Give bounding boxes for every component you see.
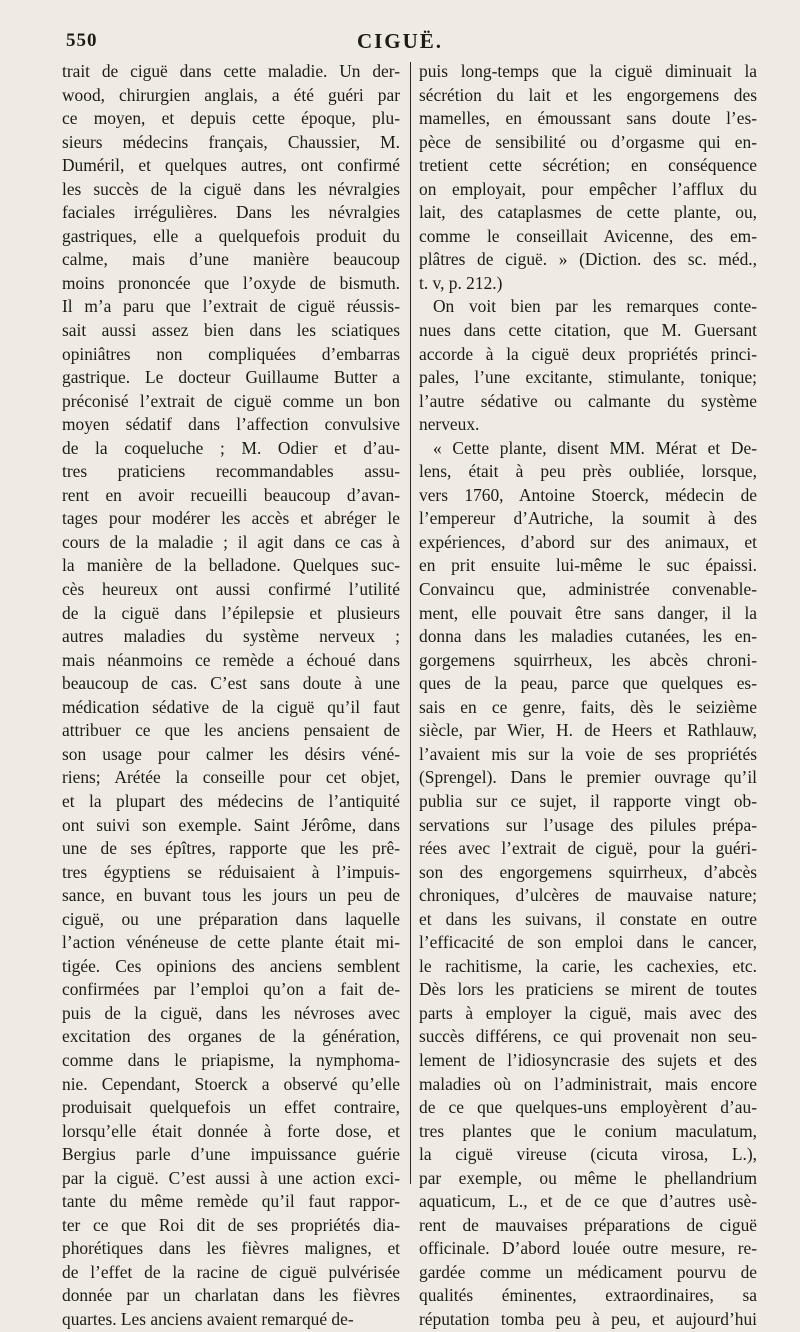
- text-line: gorgemens squirrheux, les abcès chroni-: [419, 649, 757, 670]
- text-line: beaucoup de cas. C’est sans doute à une: [62, 673, 400, 694]
- text-line: de la ciguë dans l’épilepsie et plusieurs: [62, 602, 400, 623]
- text-line: comme dans le priapisme, la nymphoma-: [62, 1049, 400, 1070]
- text-line: sécrétion du lait et les engorgemens des: [419, 84, 757, 105]
- text-line: Bergius parle d’une impuissance guérie: [62, 1144, 400, 1165]
- text-line: rent de mauvaises préparations de ciguë: [419, 1214, 757, 1235]
- text-line: gastriques, elle a quelquefois produit du: [62, 225, 400, 246]
- text-line: faciales irrégulières. Dans les névralgies: [62, 202, 400, 223]
- text-line: aquaticum, L., et de ce que d’autres usè-: [419, 1191, 757, 1212]
- text-line: pales, l’une excitante, stimulante, tonique;: [419, 367, 757, 388]
- text-line: trait de ciguë dans cette maladie. Un der-: [62, 61, 400, 81]
- text-line: lorsqu’elle était donnée à forte dose, et: [62, 1120, 400, 1141]
- text-line: gardée comme un médicament pourvu de: [419, 1261, 757, 1282]
- text-line: nie. Cependant, Stoerck a observé qu’elle: [62, 1073, 400, 1094]
- text-line: ter ce que Roi dit de ses propriétés dia-: [62, 1214, 400, 1235]
- text-line: ques de la peau, parce que quelques es-: [419, 673, 757, 694]
- text-line: mamelles, en émoussant sans doute l’es-: [419, 108, 757, 129]
- text-line: par la ciguë. C’est aussi à une action exci-: [62, 1167, 400, 1188]
- text-line: ciguë, ou une préparation dans laquelle: [62, 908, 400, 929]
- text-line: t. v, p. 212.): [419, 272, 503, 293]
- text-line: lait, des cataplasmes de cette plante, ou,: [419, 202, 757, 223]
- text-line: une de ses épîtres, rapporte que les prê-: [62, 838, 400, 859]
- text-line: publia sur ce sujet, il rapporte vingt ob-: [419, 790, 757, 811]
- text-line: succès différens, ce qui provenait non seu-: [419, 1026, 757, 1047]
- text-line: son des engorgemens squirrheux, d’abcès: [419, 861, 757, 882]
- text-line: lement de l’idiosyncrasie des sujets et des: [419, 1049, 757, 1070]
- text-line: chroniques, d’ulcères de mauvaise nature;: [419, 885, 757, 906]
- running-title: CIGUË.: [356, 29, 444, 53]
- text-line: tres plantes que le conium maculatum,: [419, 1120, 757, 1141]
- text-line: ont suivi son exemple. Saint Jérôme, dans: [62, 814, 400, 835]
- text-line: produisait quelquefois un effet contraire,: [62, 1097, 400, 1118]
- text-line: excitation des organes de la génération,: [62, 1026, 400, 1047]
- text-line: l’efficacité de son emploi dans le cancer,: [419, 932, 757, 953]
- text-line: moins prononcée que l’oxyde de bismuth.: [62, 272, 400, 293]
- page-number: 550: [66, 30, 98, 51]
- text-line: on employait, pour empêcher l’afflux du: [419, 178, 757, 199]
- text-line: lens, était à peu près oubliée, lorsque,: [419, 461, 757, 482]
- text-line: officinale. D’abord louée outre mesure, re-: [419, 1238, 757, 1259]
- text-line: confirmées par l’emploi qu’on a fait de-: [62, 979, 400, 1000]
- text-line: en prit ensuite lui-même le suc épaissi.: [419, 555, 757, 576]
- text-line: expériences, d’abord sur des animaux, et: [419, 531, 757, 552]
- text-line: son usage pour calmer les désirs véné-: [62, 743, 400, 764]
- text-line: siècle, par Wier, H. de Heers et Rathlauw,: [419, 720, 757, 741]
- text-line: l’action vénéneuse de cette plante était mi-: [62, 932, 400, 953]
- text-line: sait aussi assez bien dans les sciatiques: [62, 320, 400, 341]
- text-line: ce moyen, et depuis cette époque, plu-: [62, 108, 400, 129]
- text-line: Convaincu que, administrée convenable-: [419, 579, 757, 600]
- right-text-column: [419, 60, 757, 1329]
- text-line: comme le conseillait Avicenne, des em-: [419, 225, 757, 246]
- text-line: tretient cette sécrétion; en conséquence: [419, 155, 757, 176]
- text-line: donna dans les maladies cutanées, les en-: [419, 626, 757, 647]
- text-line: tigée. Ces opinions des anciens semblent: [62, 955, 400, 976]
- text-line: donnée par un charlatan dans les fièvres: [62, 1285, 400, 1306]
- text-line: préconisé l’extrait de ciguë comme un bon: [62, 390, 400, 411]
- text-line: rées avec l’extrait de ciguë, pour la guéri-: [419, 838, 757, 859]
- text-line: Duméril, et quelques autres, ont confirmé: [62, 155, 400, 176]
- text-line: l’avaient mis sur la voie de ses propriétés: [419, 743, 757, 764]
- text-line: Dès lors les praticiens se mirent de toutes: [419, 979, 757, 1000]
- text-line: sieurs médecins français, Chaussier, M.: [62, 131, 400, 152]
- text-line: maladies où on l’administrait, mais encore: [419, 1073, 757, 1094]
- text-line: attribuer ce que les anciens pensaient de: [62, 720, 400, 741]
- left-text-column: [62, 60, 400, 1329]
- text-line: de la coqueluche ; M. Odier et d’au-: [62, 437, 400, 458]
- text-line: sance, en buvant tous les jours un peu de: [62, 885, 400, 906]
- text-line: plâtres de ciguë. » (Diction. des sc. méd.,: [419, 249, 757, 270]
- text-line: nerveux.: [419, 414, 480, 435]
- text-line: puis long-temps que la ciguë diminuait la: [419, 61, 757, 81]
- text-line: tante du même remède qu’il faut rappor-: [62, 1191, 400, 1212]
- text-line: par exemple, ou même le phellandrium: [419, 1167, 757, 1188]
- text-line: parts à employer la ciguë, mais avec des: [419, 1002, 757, 1023]
- text-line: autres maladies du système nerveux ;: [62, 626, 400, 647]
- text-line: tres praticiens recommandables assu-: [62, 461, 400, 482]
- text-line: et dans les suivans, il constate en outre: [419, 908, 757, 929]
- running-head: [0, 26, 800, 60]
- text-line: cès heureux ont aussi confirmé l’utilité: [62, 579, 400, 600]
- text-line: les succès de la ciguë dans les névralgies: [62, 178, 400, 199]
- text-line: médication sédative de la ciguë qu’il faut: [62, 696, 400, 717]
- text-line: gastrique. Le docteur Guillaume Butter a: [62, 367, 400, 388]
- text-line: opiniâtres non compliquées d’embarras: [62, 343, 400, 364]
- text-line: le rachitisme, la carie, les cachexies, etc.: [419, 955, 757, 976]
- text-line: et la plupart des médecins de l’antiquité: [62, 790, 400, 811]
- text-line: wood, chirurgien anglais, a été guéri par: [62, 84, 400, 105]
- text-line: accorde à la ciguë deux propriétés princi-: [419, 343, 757, 364]
- text-line: servations sur l’usage des pilules prépa-: [419, 814, 757, 835]
- text-line: mais néanmoins ce remède a échoué dans: [62, 649, 400, 670]
- text-line: riens; Arétée la conseille pour cet objet,: [62, 767, 400, 788]
- text-line: moyen sédatif dans l’affection convulsive: [62, 414, 400, 435]
- text-line: ment, elle pouvait être sans danger, il la: [419, 602, 757, 623]
- text-line: l’empereur d’Autriche, la soumit à des: [419, 508, 757, 529]
- text-line: calme, mais d’une manière beaucoup: [62, 249, 400, 270]
- text-line: la ciguë vireuse (cicuta virosa, L.),: [419, 1144, 757, 1165]
- text-line: puis de la ciguë, dans les névroses avec: [62, 1002, 400, 1023]
- text-line: la manière de la belladone. Quelques suc-: [62, 555, 400, 576]
- text-line: (Sprengel). Dans le premier ouvrage qu’il: [419, 767, 757, 788]
- text-line: l’autre sédative ou calmante du système: [419, 390, 757, 411]
- text-line: quartes. Les anciens avaient remarqué de-: [62, 1308, 354, 1329]
- text-line: de ce que quelques-uns employèrent d’au-: [419, 1097, 757, 1118]
- text-line: qualités éminentes, extraordinaires, sa: [419, 1285, 757, 1306]
- text-line: réputation tomba peu à peu, et aujourd’hui: [419, 1308, 757, 1329]
- text-line: Il m’a paru que l’extrait de ciguë réussis-: [62, 296, 400, 317]
- text-line: nues dans cette citation, que M. Guersant: [419, 320, 757, 341]
- text-line: « Cette plante, disent MM. Mérat et De-: [433, 437, 757, 458]
- text-line: phorétiques dans les fièvres malignes, et: [62, 1238, 400, 1259]
- text-line: pèce de sensibilité ou d’orgasme qui en-: [419, 131, 757, 152]
- text-line: On voit bien par les remarques conte-: [433, 296, 757, 317]
- text-line: vers 1760, Antoine Stoerck, médecin de: [419, 484, 757, 505]
- text-line: tages pour modérer les accès et abréger le: [62, 508, 400, 529]
- column-divider: [410, 62, 411, 1184]
- text-line: sais en ce genre, faits, dès le seizième: [419, 696, 757, 717]
- text-line: cours de la maladie ; il agit dans ce cas à: [62, 531, 400, 552]
- text-line: rent en avoir recueilli beaucoup d’avan-: [62, 484, 400, 505]
- text-line: de l’effet de la racine de ciguë pulvérisée: [62, 1261, 400, 1282]
- text-line: tres égyptiens se réduisaient à l’impuis-: [62, 861, 400, 882]
